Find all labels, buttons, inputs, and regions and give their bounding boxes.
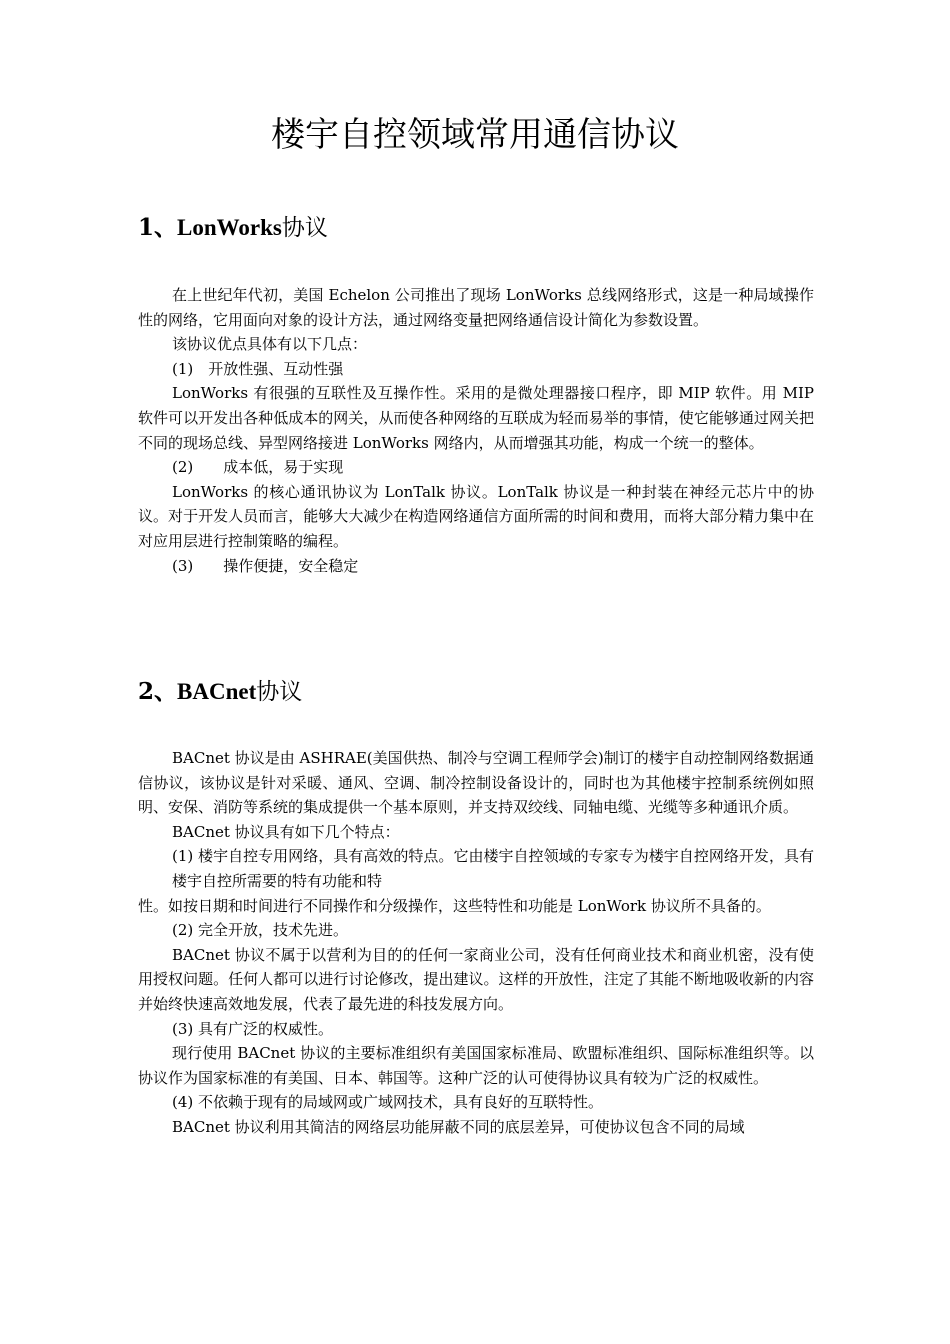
section-body-bacnet [138,746,814,1140]
paragraph: BACnet 协议具有如下几个特点： [172,822,400,841]
list-item: (4) 不依赖于现有的局域网或广域网技术，具有良好的互联特性。 [172,1093,604,1112]
section-heading-lonworks [138,212,328,244]
paragraph: BACnet 协议是由 ASHRAE(美国供热、制冷与空调工程师学会)制订的楼宇自动控制网络数据通信协议，该协议是针对采暖、通风、空调、制冷控制设备设计的，同时也为其他楼宇控制系统例如照明、安保、消防等系统的集成提供一个基本原则，并支持双绞线、同轴电缆、光缆等多种通讯介质。 [138,749,814,817]
section-suffix: 协议 [281,215,328,241]
paragraph: 该协议优点具体有以下几点： [172,335,368,354]
list-item: (3) 具有广泛的权威性。 [172,1019,334,1038]
paragraph: LonWorks 有很强的互联性及互操作性。采用的是微处理器接口程序，即 MIP 软件。用 MIP 软件可以开发出各种低成本的网关，从而使各种网络的互联成为轻而易举的事情，使它能够通过网关把不同的现场总线、异型网络接进 LonWorks 网络内，从而增强其功能，构成一个统一的整体。 [138,384,814,452]
paragraph: LonWorks 的核心通讯协议为 LonTalk 协议。LonTalk 协议是一种封装在神经元芯片中的协议。对于开发人员而言，能够大大减少在构造网络通信方面所需的时间和费用，而将大部分精力集中在对应用层进行控制策略的编程。 [138,482,814,550]
paragraph: 在上世纪年代初，美国 Echelon 公司推出了现场 LonWorks 总线网络形式，这是一种局域操作性的网络，它用面向对象的设计方法，通过网络变量把网络通信设计简化为参数设置。 [138,286,814,329]
section-heading-bacnet [138,676,302,708]
paragraph: 性。如按日期和时间进行不同操作和分级操作，这些特性和功能是 LonWork 协议所不具备的。 [138,896,771,915]
section-number: 2、 [138,678,178,705]
list-item: (1) 开放性强、互动性强 [172,359,344,378]
paragraph: BACnet 协议利用其简洁的网络层功能屏蔽不同的底层差异，可使协议包含不同的局域 [172,1117,745,1136]
list-item: (2) 完全开放，技术先进。 [172,921,349,940]
list-item: (1) 楼宇自控专用网络，具有高效的特点。它由楼宇自控领域的专家专为楼宇自控网络开发，具有楼宇自控所需要的特有功能和特 [172,847,814,890]
paragraph: 现行使用 BACnet 协议的主要标准组织有美国国家标准局、欧盟标准组织、国际标准组织等。以协议作为国家标准的有美国、日本、韩国等。这种广泛的认可使得协议具有较为广泛的权威性。 [138,1044,814,1087]
section-body-lonworks [138,283,814,578]
section-number: 1、 [138,214,178,241]
paragraph: BACnet 协议不属于以营利为目的的任何一家商业公司，没有任何商业技术和商业机密，没有使用授权问题。任何人都可以进行讨论修改，提出建议。这样的开放性，注定了其能不断地吸收新的内容并始终快速高效地发展，代表了最先进的科技发展方向。 [138,945,814,1013]
section-name: LonWorks [177,215,282,240]
list-item: (2) 成本低，易于实现 [172,458,344,477]
section-suffix: 协议 [256,679,303,705]
section-name: BACnet [177,679,257,704]
list-item: (3) 操作便捷，安全稳定 [172,556,359,575]
document-title: 楼宇自控领域常用通信协议 [271,115,679,155]
